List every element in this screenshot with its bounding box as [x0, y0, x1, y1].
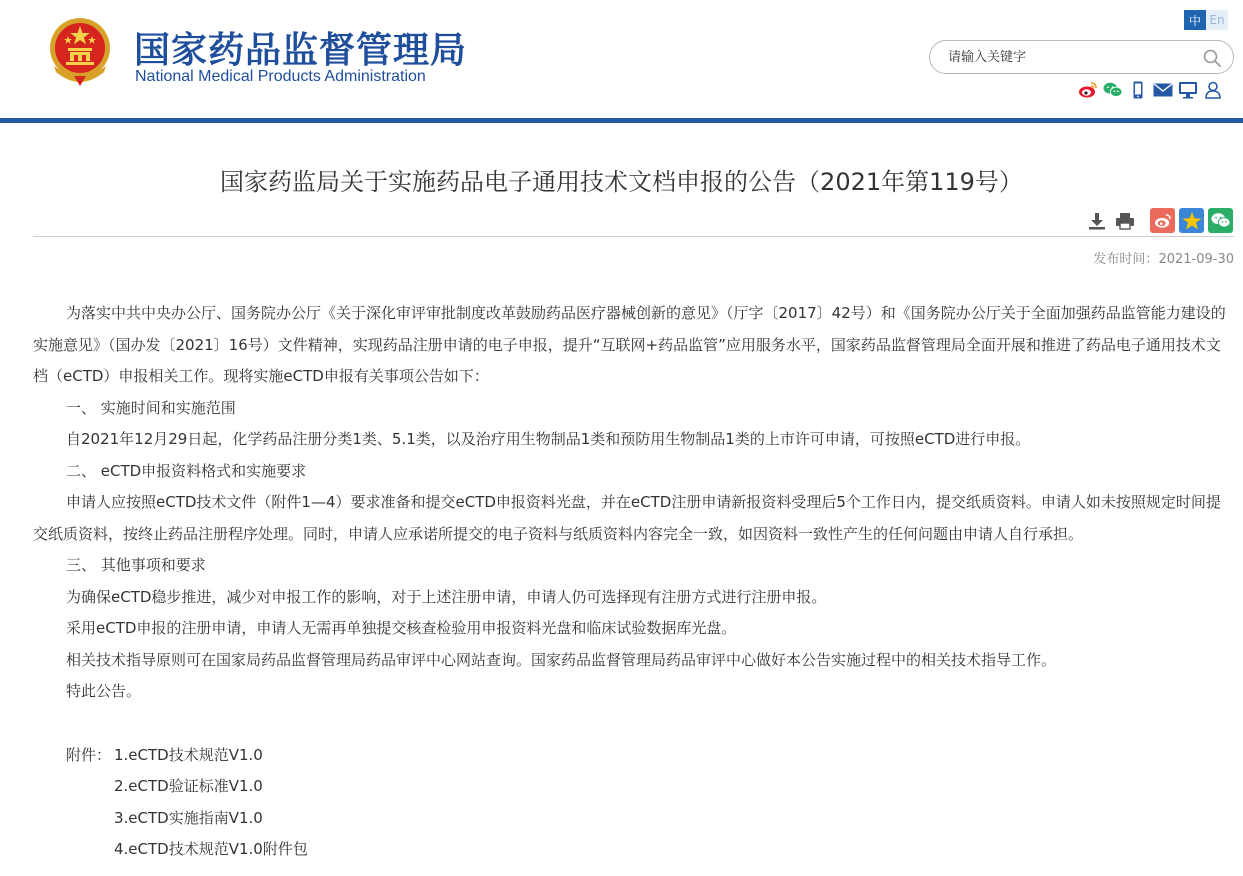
computer-icon[interactable]: [1178, 80, 1198, 100]
paragraph: 为落实中共中央办公厅、国务院办公厅《关于深化审评审批制度改革鼓励药品医疗器械创新的意见》（厅字〔2017〕42号）和《国务院办公厅关于全面加强药品监管能力建设的实施意见》（国办发〔2021〕16号）文件精神，实现药品注册申请的电子申报，提升“互联网+药品监管”应用服务水平，国家药品监督管理局全面开展和推进了药品电子通用技术文档（eCTD）申报相关工作。现将实施eCTD申报有关事项公告如下：: [33, 304, 1226, 385]
attachment-item: [33, 803, 1234, 835]
print-icon[interactable]: [1114, 210, 1136, 232]
section-heading: 一、 实施时间和实施范围: [66, 398, 236, 417]
site-title[interactable]: 国家药品监督管理局: [134, 30, 468, 71]
paragraph: 采用eCTD申报的注册申请，申请人无需再单独提交核查检验用申报资料光盘和临床试验数据库光盘。: [66, 619, 737, 637]
attachment-link[interactable]: 3.eCTD实施指南V1.0: [114, 808, 263, 827]
attachment-link[interactable]: 2.eCTD验证标准V1.0: [114, 777, 263, 795]
attachment-link[interactable]: 1.eCTD技术规范V1.0: [114, 745, 263, 764]
article-title: 国家药监局关于实施药品电子通用技术文档申报的公告（2021年第119号）: [220, 168, 1023, 196]
weibo-icon[interactable]: [1078, 80, 1098, 100]
lang-chinese-button[interactable]: 中: [1184, 10, 1206, 30]
paragraph: 相关技术指导原则可在国家局药品监督管理局药品审评中心网站查询。国家药品监督管理局药品审评中心做好本公告实施过程中的相关技术指导工作。: [66, 650, 1057, 669]
wechat-icon[interactable]: [1103, 80, 1123, 100]
publish-date-value: 2021-09-30: [1158, 252, 1234, 267]
social-links: [1078, 80, 1223, 100]
qzone-share-icon[interactable]: [1179, 208, 1204, 233]
attachment-item: [33, 834, 1234, 866]
lang-english-button[interactable]: En: [1206, 10, 1228, 30]
attachments-label: 附件：: [66, 745, 112, 764]
section-heading: 三、 其他事项和要求: [66, 556, 206, 574]
user-icon[interactable]: [1203, 80, 1223, 100]
article-toolbar: [1086, 208, 1233, 233]
section-heading: 二、 eCTD申报资料格式和实施要求: [66, 461, 307, 480]
attachment-link[interactable]: 4.eCTD技术规范V1.0附件包: [114, 840, 308, 858]
attachment-item: [33, 771, 1234, 803]
search-input[interactable]: [948, 47, 1188, 67]
national-emblem-logo[interactable]: [44, 14, 116, 88]
language-switch: [1184, 10, 1228, 30]
publish-date-label: 发布时间：: [1093, 252, 1159, 267]
mobile-icon[interactable]: [1128, 80, 1148, 100]
spacer: [33, 708, 1234, 740]
site-header: [0, 0, 1243, 126]
mail-icon[interactable]: [1153, 80, 1173, 100]
paragraph: 为确保eCTD稳步推进，减少对申报工作的影响，对于上述注册申请，申请人仍可选择现有注册方式进行注册申报。: [66, 587, 827, 606]
article-body: [33, 298, 1234, 866]
weibo-share-icon[interactable]: [1150, 208, 1175, 233]
wechat-share-icon[interactable]: [1208, 208, 1233, 233]
download-icon[interactable]: [1086, 210, 1108, 232]
attachment-item: [33, 740, 1234, 772]
site-subtitle: National Medical Products Administration: [135, 68, 426, 85]
paragraph: 自2021年12月29日起，化学药品注册分类1类、5.1类，以及治疗用生物制品1类和预防用生物制品1类的上市许可申请，可按照eCTD进行申报。: [66, 430, 1031, 448]
title-divider: [33, 236, 1234, 237]
search-icon[interactable]: [1202, 48, 1222, 68]
paragraph: 申请人应按照eCTD技术文件（附件1—4）要求准备和提交eCTD申报资料光盘，并在eCTD注册申请新报资料受理后5个工作日内，提交纸质资料。申请人如未按照规定时间提交纸质资料，按终止药品注册程序处理。同时，申请人应承诺所提交的电子资料与纸质资料内容完全一致，如因资料一致性产生的任何问题由申请人自行承担。: [33, 493, 1221, 543]
closing-statement: 特此公告。: [66, 682, 142, 700]
publish-date: [1093, 248, 1234, 267]
header-divider-bar: [0, 118, 1243, 123]
search-box: [929, 40, 1234, 74]
